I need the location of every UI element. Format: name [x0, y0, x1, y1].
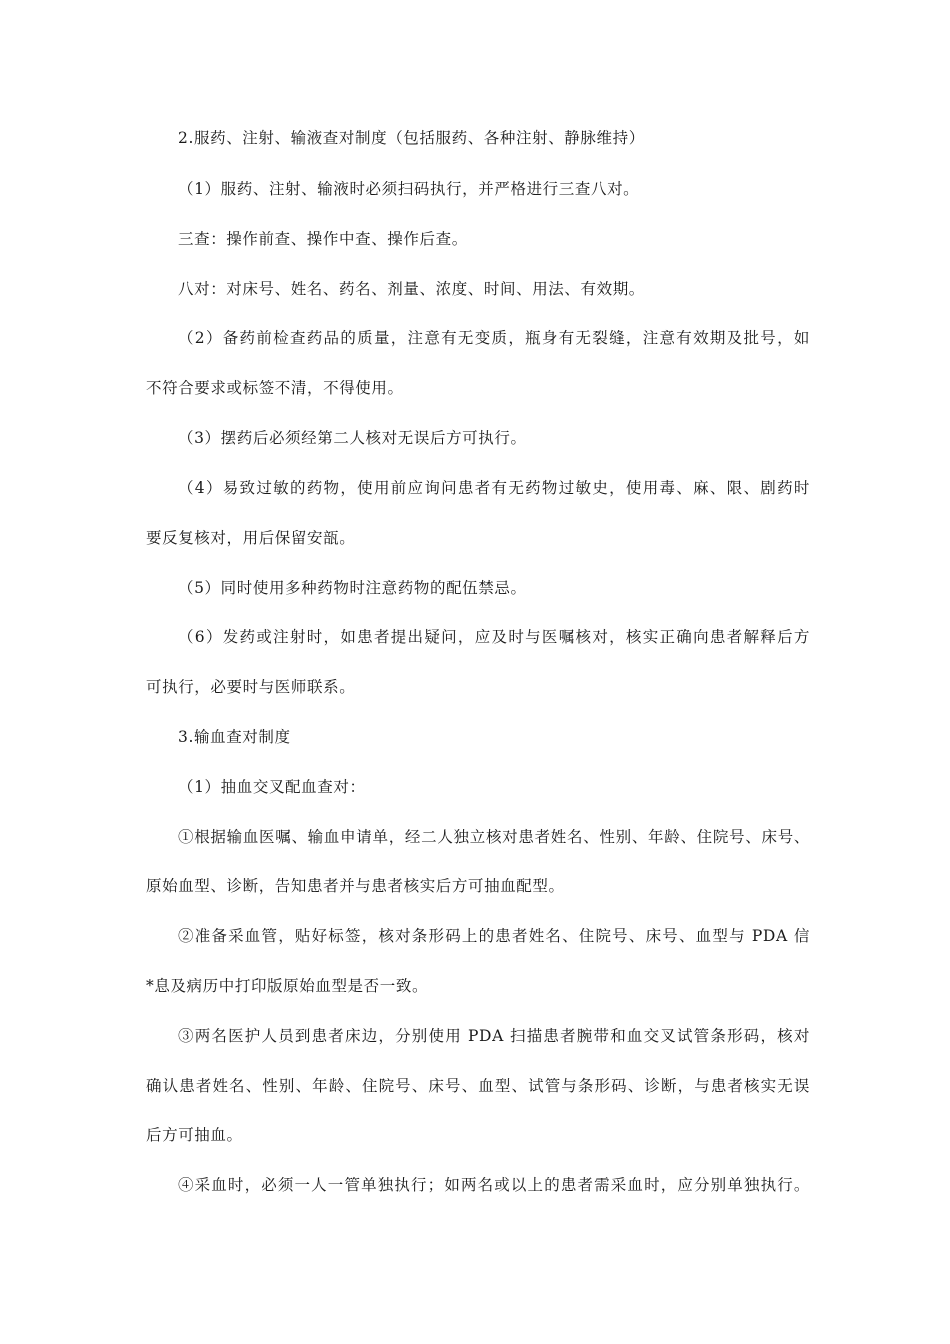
paragraph-line: （1）服药、注射、输液时必须扫码执行，并严格进行三查八对。	[178, 180, 640, 198]
paragraph-line: 三查：操作前查、操作中查、操作后查。	[178, 230, 468, 248]
paragraph-line: 不符合要求或标签不清，不得使用。	[146, 379, 404, 397]
paragraph-line: 要反复核对，用后保留安瓿。	[146, 529, 356, 547]
paragraph-line: 原始血型、诊断，告知患者并与患者核实后方可抽血配型。	[146, 877, 565, 895]
paragraph-line: （3）摆药后必须经第二人核对无误后方可执行。	[178, 429, 527, 447]
paragraph-line: 可执行，必要时与医师联系。	[146, 678, 356, 696]
paragraph-line: ④采血时，必须一人一管单独执行；如两名或以上的患者需采血时，应分别单独执行。	[178, 1176, 810, 1194]
paragraph-line: ③两名医护人员到患者床边，分别使用 PDA 扫描患者腕带和血交叉试管条形码，核对	[178, 1027, 810, 1045]
paragraph-line: *息及病历中打印版原始血型是否一致。	[146, 977, 429, 995]
paragraph-line: 八对：对床号、姓名、药名、剂量、浓度、时间、用法、有效期。	[178, 280, 645, 298]
paragraph-line: ②准备采血管，贴好标签，核对条形码上的患者姓名、住院号、床号、血型与 PDA 信	[178, 927, 810, 945]
paragraph-line: 确认患者姓名、性别、年龄、住院号、床号、血型、试管与条形码、诊断，与患者核实无误	[146, 1077, 810, 1095]
paragraph-line: （1）抽血交叉配血查对：	[178, 778, 366, 796]
paragraph-line: （4）易致过敏的药物，使用前应询问患者有无药物过敏史，使用毒、麻、限、剧药时	[178, 479, 810, 497]
paragraph-line: （5）同时使用多种药物时注意药物的配伍禁忌。	[178, 579, 527, 597]
section-heading: 2.服药、注射、输液查对制度（包括服药、各种注射、静脉维持）	[178, 129, 645, 147]
section-heading: 3.输血查对制度	[178, 728, 291, 746]
paragraph-line: ①根据输血医嘱、输血申请单，经二人独立核对患者姓名、性别、年龄、住院号、床号、	[178, 828, 810, 846]
paragraph-line: （6）发药或注射时，如患者提出疑问，应及时与医嘱核对，核实正确向患者解释后方	[178, 628, 810, 646]
paragraph-line: （2）备药前检查药品的质量，注意有无变质，瓶身有无裂缝，注意有效期及批号，如	[178, 329, 810, 347]
paragraph-line: 后方可抽血。	[146, 1126, 243, 1144]
